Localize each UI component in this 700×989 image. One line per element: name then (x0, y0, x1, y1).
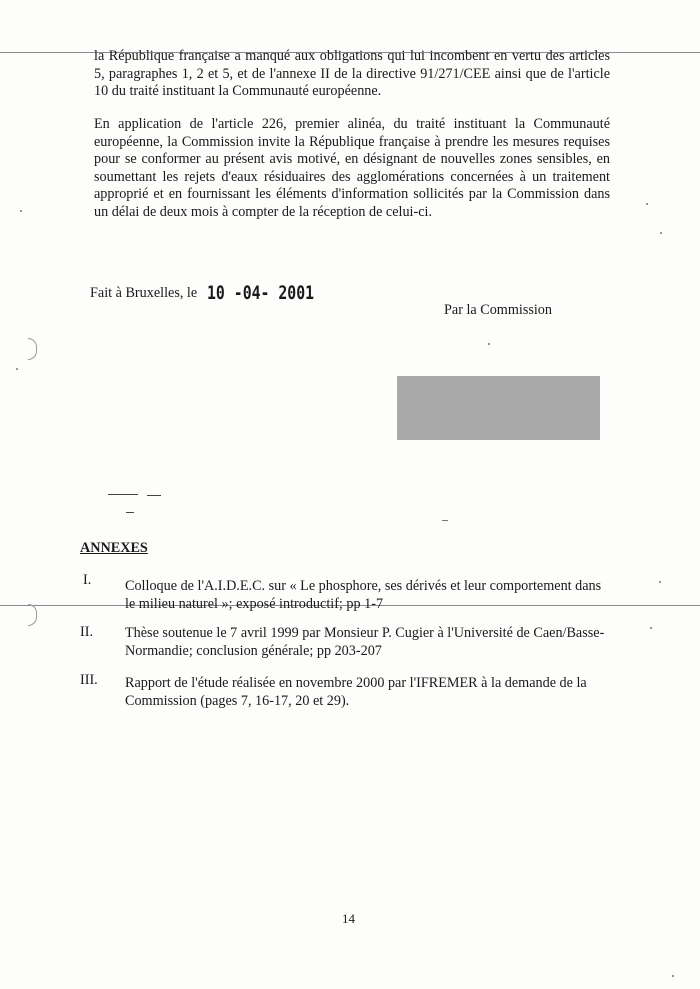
annex-number: II. (80, 624, 93, 640)
annex-text: Thèse soutenue le 7 avril 1999 par Monsieur P. Cugier à l'Université de Caen/Basse-Normandie; conclusion générale; pp 203-207 (125, 625, 605, 659)
annex-number: III. (80, 672, 98, 688)
place-label: Fait à Bruxelles, le (90, 285, 198, 301)
scan-mark (108, 494, 138, 495)
place-and-date (90, 280, 344, 302)
scan-speck (16, 368, 18, 370)
page-number: 14 (342, 911, 355, 926)
scan-mark (126, 512, 134, 513)
body-paragraph: la République française a manqué aux obligations qui lui incombent en vertu des articles 5, paragraphes 1, 2 et 5, et de l'annexe II de la directive 91/271/CEE ainsi que de l'article 10 du traité instituant la Communauté européenne. (94, 48, 610, 100)
annex-text: Colloque de l'A.I.D.E.C. sur « Le phosphore, ses dérivés et leur comportement dans le milieu naturel »; exposé introductif; pp 1-7 (125, 578, 602, 612)
scan-speck (659, 581, 661, 583)
signatory-line: Par la Commission (444, 302, 552, 318)
body-paragraph: En application de l'article 226, premier alinéa, du traité instituant la Communauté européenne, la Commission invite la République française à prendre les mesures requises pour se conformer au présent avis motivé, en désignant de nouvelles zones sensibles, en soumettant les rejets d'eaux résiduaires des agglomérations concernées à un traitement approprié et en fournissant les éléments d'information sollicités par la Commission dans un délai de deux mois à compter de la réception de celui-ci. (94, 116, 610, 220)
scan-speck (660, 232, 662, 234)
punch-hole-mark (28, 338, 37, 360)
scan-speck (20, 210, 22, 212)
annex-text: Rapport de l'étude réalisée en novembre 2000 par l'IFREMER à la demande de la Commission (pages 7, 16-17, 20 et 29). (125, 675, 587, 709)
date-stamp: 10 -04- 2001 (206, 282, 314, 304)
punch-hole-mark (28, 604, 37, 626)
annex-number: I. (83, 572, 92, 588)
scan-speck (646, 203, 648, 205)
scan-mark (147, 495, 161, 496)
scan-speck (672, 975, 674, 977)
scan-speck (442, 520, 448, 521)
scan-speck (488, 343, 490, 345)
redacted-signature (397, 376, 600, 440)
scan-speck (650, 627, 652, 629)
annexes-heading: ANNEXES (80, 540, 148, 556)
